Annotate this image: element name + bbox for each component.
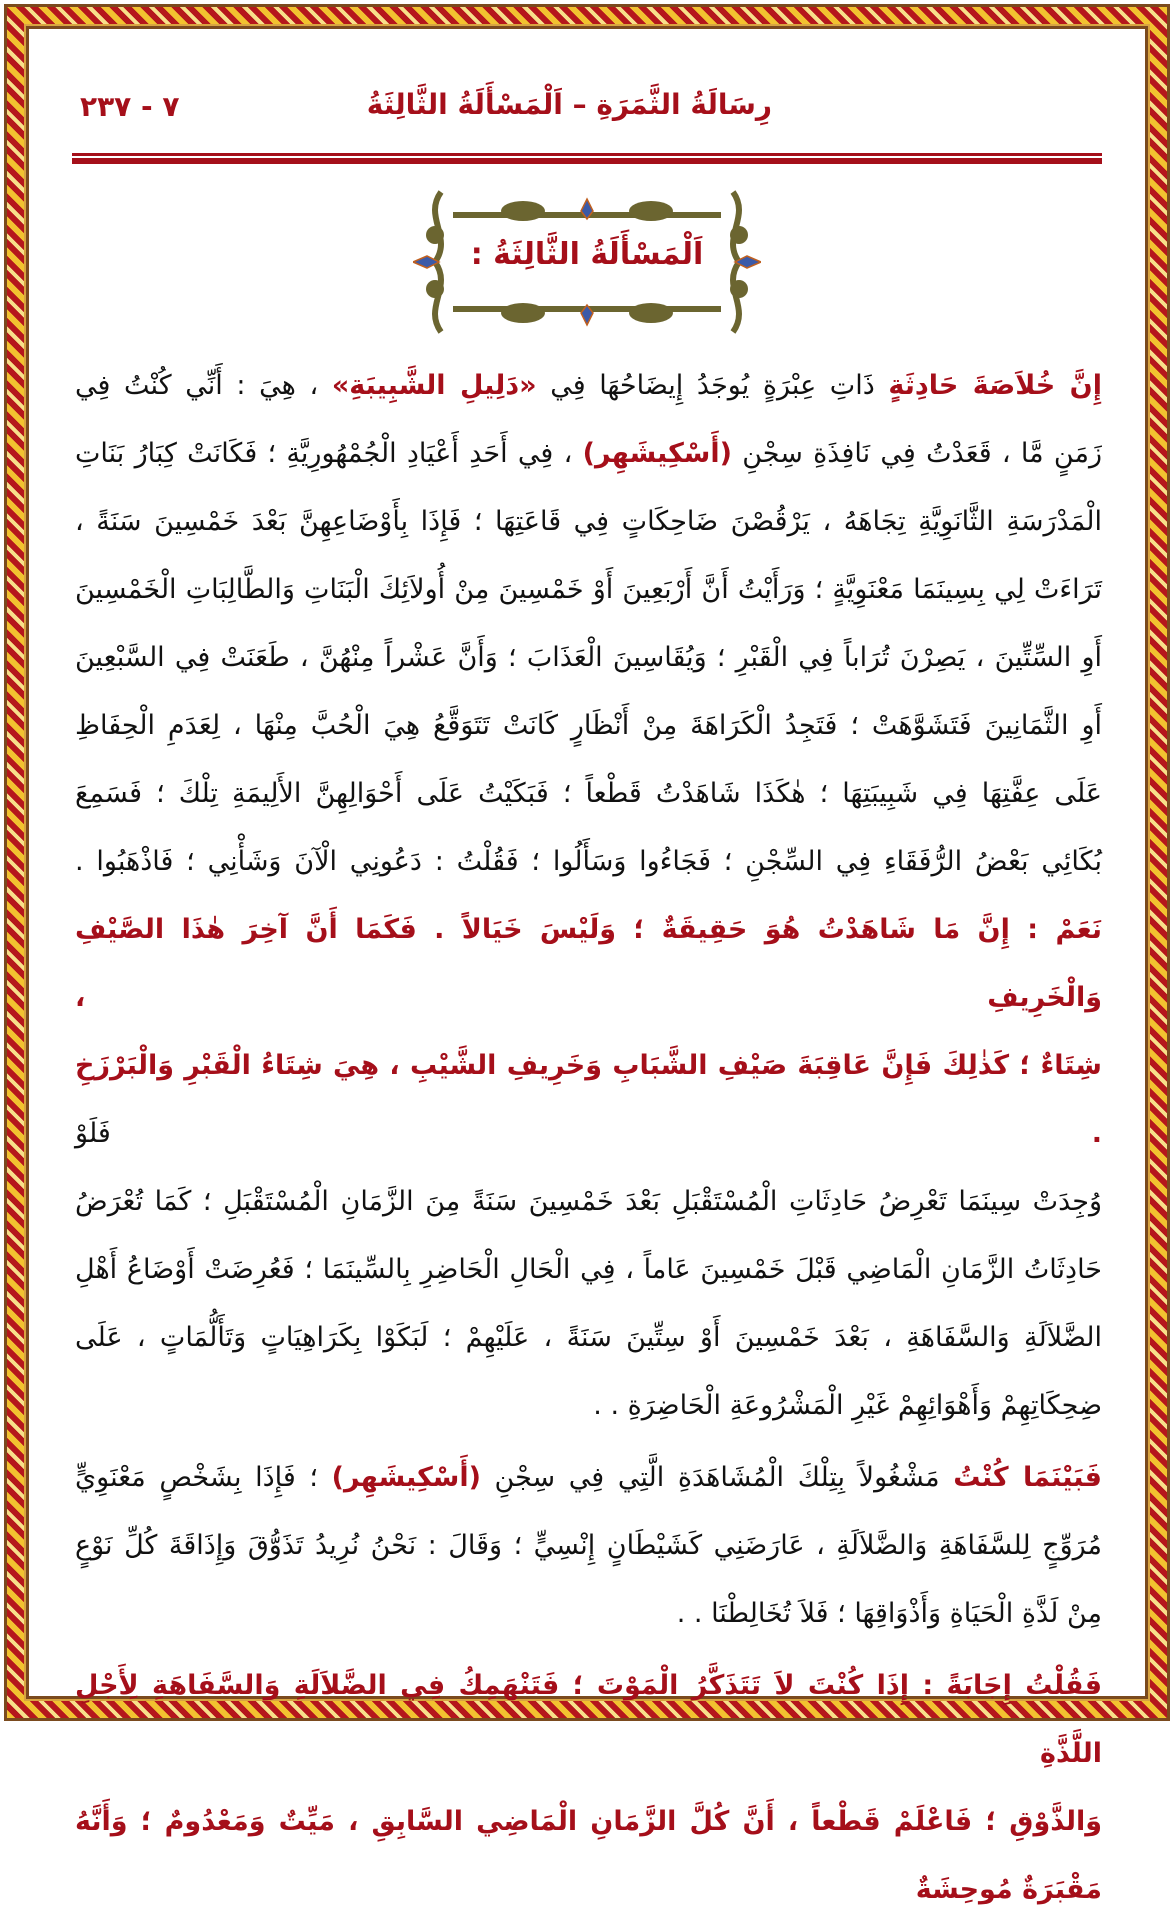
text-line bbox=[75, 1512, 1102, 1580]
text-segment: ضِحِكَاتِهِمْ وَأَهْوَائِهِمْ غَيْرِ الْمَشْرُوعَةِ الْحَاضِرَةِ . . bbox=[593, 1390, 1102, 1421]
text-segment: فَلَوْ bbox=[75, 1118, 1092, 1149]
highlighted-text: فَبَيْنَمَا كُنْتُ bbox=[953, 1462, 1102, 1493]
text-line bbox=[75, 488, 1102, 556]
text-segment: مُرَوِّجٍ لِلسَّفَاهَةِ وَالضَّلاَلَةِ ، عَارَضَنِي كَشَيْطَانٍ إِنْسِيٍّ ؛ وَقَالَ : نَحْنُ نُرِيدُ تَذَوُّقَ وَإِذَاقَةَ كُلِّ نَوْعٍ bbox=[75, 1530, 1102, 1561]
text-segment: ؛ فَإِذَا بِشَخْصٍ مَعْنَوِيٍّ bbox=[75, 1462, 332, 1493]
text-segment: تَرَاءَتْ لِي بِسِينَمَا مَعْنَوِيَّةٍ ؛ وَرَأَيْتُ أَنَّ أَرْبَعِينَ أَوْ خَمْسِينَ مِنْ أُولاَئِكَ الْبَنَاتِ وَالطَّالِبَاتِ الْخَمْسِينَ bbox=[75, 574, 1102, 605]
highlighted-text: إِنَّ خُلاَصَةَ حَادِثَةٍ bbox=[888, 370, 1102, 401]
highlighted-text: نَعَمْ : إِنَّ مَا شَاهَدْتُ هُوَ حَقِيقَةٌ ؛ وَلَيْسَ خَيَالاً . فَكَمَا أَنَّ آخِرَ هٰذَا الصَّيْفِ وَالْخَرِيفِ ، bbox=[75, 914, 1102, 1013]
highlighted-text: (أَسْكِيشَهِر) bbox=[331, 1462, 481, 1493]
text-line bbox=[75, 828, 1102, 896]
text-segment: ، فِي أَحَدِ أَعْيَادِ الْجُمْهُورِيَّةِ ؛ فَكَانَتْ كِبَارُ بَنَاتِ bbox=[75, 438, 583, 469]
text-segment: أَوِ السِّتِّينَ ، يَصِرْنَ تُرَاباً فِي الْقَبْرِ ؛ وَيُقَاسِينَ الْعَذَابَ ؛ وَأَنَّ عَشْراً مِنْهُنَّ ، طَعَنَتْ فِي السَّبْعِينَ bbox=[75, 642, 1102, 673]
text-line bbox=[75, 1788, 1102, 1924]
text-line bbox=[75, 352, 1102, 420]
text-line bbox=[75, 1372, 1102, 1440]
text-segment: الضَّلاَلَةِ وَالسَّفَاهَةِ ، بَعْدَ خَمْسِينَ أَوْ سِتِّينَ سَنَةً ، عَلَيْهِمْ ؛ لَبَكَوْا بِكَرَاهِيَاتٍ وَتَأَلُّمَاتٍ ، عَلَى bbox=[75, 1322, 1102, 1353]
text-line bbox=[75, 1032, 1102, 1168]
text-segment: ، هِيَ : أَنِّي كُنْتُ فِي bbox=[75, 370, 332, 401]
paragraph bbox=[75, 1652, 1102, 1924]
text-line bbox=[75, 1652, 1102, 1788]
highlighted-text: فَقُلْتُ إِجَابَةً : إِذَا كُنْتَ لاَ تَتَذَكَّرُ الْمَوْتَ ؛ فَتَنْهَمِكُ فِي الضَّلاَلَةِ وَالسَّفَاهَةِ لِأَجْلِ اللَّذَّةِ bbox=[75, 1670, 1102, 1769]
text-line bbox=[75, 1580, 1102, 1648]
text-line bbox=[75, 1304, 1102, 1372]
text-segment: الْمَدْرَسَةِ الثَّانَوِيَّةِ تِجَاهَهُ ، يَرْقُصْنَ ضَاحِكَاتٍ فِي قَاعَتِهَا ؛ فَإِذَا بِأَوْضَاعِهِنَّ بَعْدَ خَمْسِينَ سَنَةً ، bbox=[75, 506, 1102, 537]
text-segment: عَلَى عِفَّتِهَا فِي شَبِيبَتِهَا ؛ هٰكَذَا شَاهَدْتُ قَطْعاً ؛ فَبَكَيْتُ عَلَى أَحْوَالِهِنَّ الأَلِيمَةِ تِلْكَ ؛ فَسَمِعَ bbox=[75, 778, 1102, 809]
text-line bbox=[75, 692, 1102, 760]
text-segment: بُكَائِي بَعْضُ الرُّفَقَاءِ فِي السِّجْنِ ؛ فَجَاءُوا وَسَأَلُوا ؛ فَقُلْتُ : دَعُونِي الْآنَ وَشَأْنِي ؛ فَاذْهَبُوا . bbox=[75, 846, 1102, 877]
header-rule-thin bbox=[72, 153, 1102, 156]
text-segment: ذَاتِ عِبْرَةٍ يُوجَدُ إِيضَاحُهَا فِي bbox=[536, 370, 889, 401]
paragraph bbox=[75, 352, 1102, 1440]
text-segment: أَوِ الثَّمَانِينَ فَتَشَوَّهَتْ ؛ فَتَجِدُ الْكَرَاهَةَ مِنْ أَنْظَارٍ كَانَتْ تَتَوَقَّعُ هِيَ الْحُبَّ مِنْهَا ، لِعَدَمِ الْحِفَاظِ bbox=[75, 710, 1102, 741]
highlighted-text: وَالذَّوْقِ ؛ فَاعْلَمْ قَطْعاً ، أَنَّ كُلَّ الزَّمَانِ الْمَاضِي السَّابِقِ ، مَيِّتٌ وَمَعْدُومٌ ؛ وَأَنَّهُ مَقْبَرَةٌ مُوحِشَةٌ bbox=[75, 1806, 1102, 1905]
text-line bbox=[75, 1168, 1102, 1236]
text-line bbox=[75, 1444, 1102, 1512]
running-header bbox=[72, 88, 1102, 138]
highlighted-text: شِتَاءٌ ؛ كَذٰلِكَ فَإِنَّ عَاقِبَةَ صَيْفِ الشَّبَابِ وَخَرِيفِ الشَّيْبِ ، هِيَ شِتَاءُ الْقَبْرِ وَالْبَرْزَخِ . bbox=[75, 1050, 1102, 1149]
text-line bbox=[75, 760, 1102, 828]
page-number: ٧ - ٢٣٧ bbox=[80, 90, 180, 123]
header-rule-thick bbox=[72, 158, 1102, 164]
text-line bbox=[75, 896, 1102, 1032]
section-title-cartouche bbox=[413, 187, 761, 337]
text-segment: مِنْ لَذَّةِ الْحَيَاةِ وَأَذْوَاقِهَا ؛ فَلاَ تُخَالِطْنَا . . bbox=[676, 1598, 1102, 1629]
text-line bbox=[75, 1236, 1102, 1304]
text-segment: زَمَنٍ مَّا ، قَعَدْتُ فِي نَافِذَةِ سِجْنِ bbox=[731, 438, 1102, 469]
highlighted-text: «دَلِيلِ الشَّبِيبَةِ» bbox=[331, 370, 537, 401]
highlighted-text: (أَسْكِيشَهِر) bbox=[582, 438, 732, 469]
text-line bbox=[75, 624, 1102, 692]
header-title: رِسَالَةُ الثَّمَرَةِ – اَلْمَسْأَلَةُ الثَّالِثَةُ bbox=[366, 88, 772, 121]
body-text bbox=[75, 352, 1102, 1924]
text-line bbox=[75, 420, 1102, 488]
text-line bbox=[75, 556, 1102, 624]
text-segment: حَادِثَاتُ الزَّمَانِ الْمَاضِي قَبْلَ خَمْسِينَ عَاماً ، فِي الْحَالِ الْحَاضِرِ بِالسِّينَمَا ؛ فَعُرِضَتْ أَوْضَاعُ أَهْلِ bbox=[75, 1254, 1102, 1285]
text-segment: مَشْغُولاً بِتِلْكَ الْمُشَاهَدَةِ الَّتِي فِي سِجْنِ bbox=[480, 1462, 954, 1493]
section-title: اَلْمَسْأَلَةُ الثَّالِثَةُ : bbox=[470, 237, 704, 272]
text-segment: وُجِدَتْ سِينَمَا تَعْرِضُ حَادِثَاتِ الْمُسْتَقْبَلِ بَعْدَ خَمْسِينَ سَنَةً مِنَ الزَّمَانِ الْمُسْتَقْبَلِ ؛ كَمَا تُعْرَضُ bbox=[75, 1186, 1102, 1217]
paragraph bbox=[75, 1444, 1102, 1648]
